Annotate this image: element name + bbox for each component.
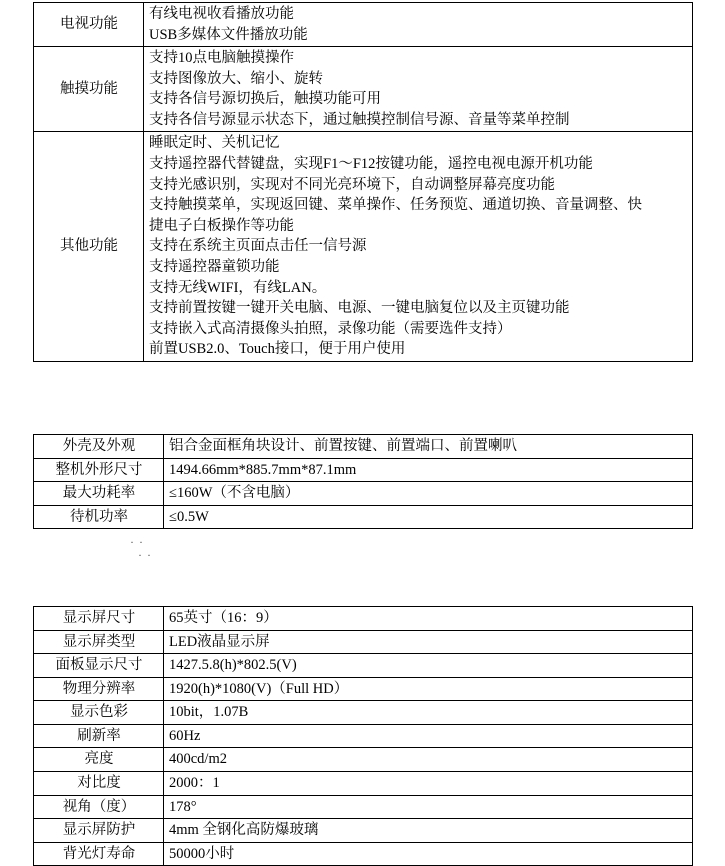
value-line: 睡眠定时、关机记忆 [149, 135, 280, 152]
table-row [34, 47, 693, 132]
chassis-table [33, 434, 693, 529]
table-row [34, 748, 693, 772]
table-row [34, 132, 693, 361]
value-line: 支持图像放大、缩小、旋转 [149, 70, 323, 87]
table-row [34, 677, 693, 701]
row-label: 其他功能 [34, 132, 144, 361]
table-row [34, 458, 693, 482]
row-value: 4mm 全钢化高防爆玻璃 [164, 819, 693, 843]
row-label: 触摸功能 [34, 47, 144, 132]
row-label: 视角（度） [34, 795, 164, 819]
row-label: 电视功能 [34, 3, 144, 47]
row-label: 最大功耗率 [34, 482, 164, 506]
row-value: 60Hz [164, 724, 693, 748]
row-value: 178° [164, 795, 693, 819]
row-label: 待机功率 [34, 505, 164, 529]
row-value: 10bit，1.07B [164, 701, 693, 725]
value-line: 支持各信号源切换后，触摸功能可用 [149, 91, 381, 108]
table-row [34, 795, 693, 819]
table-row [34, 701, 693, 725]
row-label: 整机外形尺寸 [34, 458, 164, 482]
display-table [33, 606, 693, 866]
row-value: 65英寸（16：9） [164, 607, 693, 631]
table-row [34, 654, 693, 678]
value-line: 捷电子白板操作等功能 [149, 217, 294, 234]
stray-mark: · · [138, 548, 152, 562]
value-line: 支持无线WIFI，有线LAN。 [149, 279, 327, 296]
row-value: ≤0.5W [164, 505, 693, 529]
row-value [144, 47, 693, 132]
value-line: 支持在系统主页面点击任一信号源 [149, 238, 367, 255]
features-table [33, 2, 693, 362]
row-label: 背光灯寿命 [34, 842, 164, 866]
row-label: 显示屏类型 [34, 630, 164, 654]
value-line: 支持光感识别，实现对不同光亮环境下，自动调整屏幕亮度功能 [149, 176, 555, 193]
row-value: 1427.5.8(h)*802.5(V) [164, 654, 693, 678]
value-line: 支持10点电脑触摸操作 [149, 50, 294, 67]
row-label: 外壳及外观 [34, 435, 164, 459]
table-row [34, 482, 693, 506]
row-label: 物理分辨率 [34, 677, 164, 701]
row-label: 显示屏尺寸 [34, 607, 164, 631]
row-value: 50000小时 [164, 842, 693, 866]
table-row [34, 819, 693, 843]
value-line: 支持遥控器童锁功能 [149, 258, 280, 275]
table-row [34, 630, 693, 654]
row-label: 面板显示尺寸 [34, 654, 164, 678]
table-row [34, 435, 693, 459]
row-value: 铝合金面框角块设计、前置按键、前置端口、前置喇叭 [164, 435, 693, 459]
row-value: 1920(h)*1080(V)（Full HD） [164, 677, 693, 701]
row-label: 显示色彩 [34, 701, 164, 725]
value-line: 支持遥控器代替键盘，实现F1～F12按键功能，遥控电视电源开机功能 [149, 156, 593, 173]
table-row [34, 724, 693, 748]
value-line: 有线电视收看播放功能 [149, 6, 294, 22]
row-value [144, 3, 693, 47]
row-value: 2000：1 [164, 772, 693, 796]
value-line: 支持各信号源显示状态下，通过触摸控制信号源、音量等菜单控制 [149, 111, 570, 128]
table-row [34, 607, 693, 631]
row-label: 显示屏防护 [34, 819, 164, 843]
row-value: 1494.66mm*885.7mm*87.1mm [164, 458, 693, 482]
stray-mark: · · [130, 535, 144, 549]
row-label: 对比度 [34, 772, 164, 796]
value-line: USB多媒体文件播放功能 [149, 26, 308, 43]
row-label: 亮度 [34, 748, 164, 772]
table-row [34, 3, 693, 47]
value-line: 支持触摸菜单，实现返回键、菜单操作、任务预览、通道切换、音量调整、快 [149, 197, 642, 214]
value-line: 支持嵌入式高清摄像头拍照，录像功能（需要选件支持） [149, 320, 512, 337]
table-row [34, 842, 693, 866]
row-value: LED液晶显示屏 [164, 630, 693, 654]
value-line: 支持前置按键一键开关电脑、电源、一键电脑复位以及主页键功能 [149, 300, 570, 317]
row-value: 400cd/m2 [164, 748, 693, 772]
row-value [144, 132, 693, 361]
row-value: ≤160W（不含电脑） [164, 482, 693, 506]
row-label: 刷新率 [34, 724, 164, 748]
table-row [34, 505, 693, 529]
table-row [34, 772, 693, 796]
value-line: 前置USB2.0、Touch接口，便于用户使用 [149, 341, 406, 358]
